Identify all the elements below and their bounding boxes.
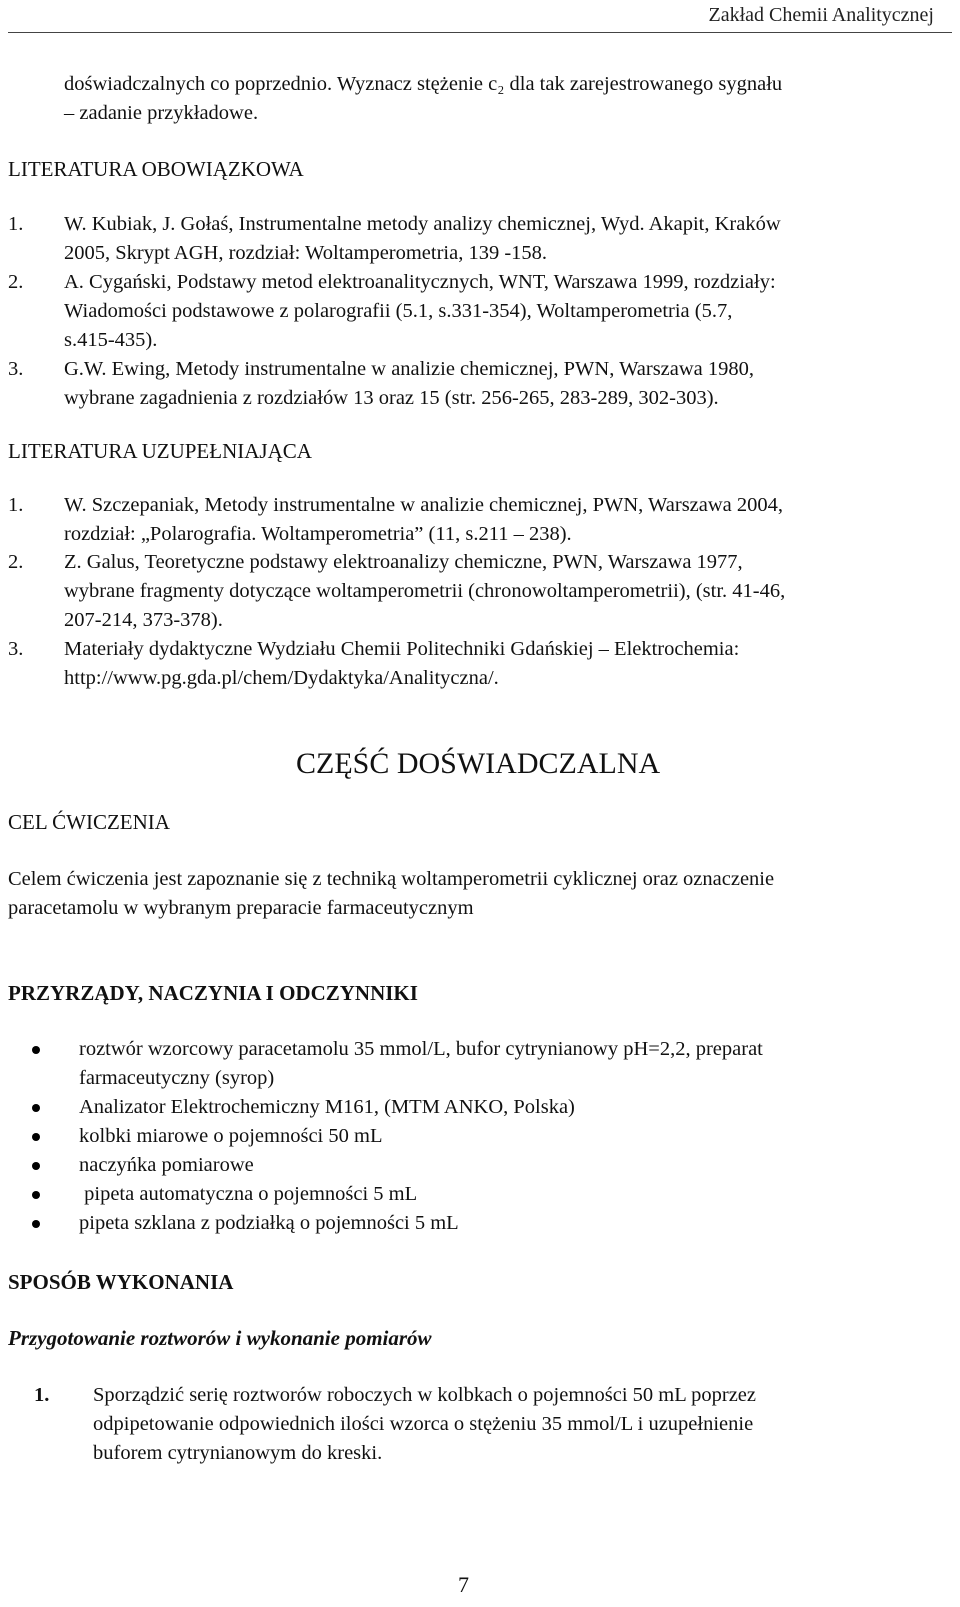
lit-supp-item-3 [64, 635, 936, 693]
equipment-item-5: pipeta automatyczna o pojemności 5 mL [79, 1183, 418, 1205]
equipment-item-6: pipeta szklana z podziałką o pojemności 5 mL [79, 1212, 459, 1234]
goal-line-2: paracetamolu w wybranym preparacie farmaceutycznym [8, 897, 474, 919]
equipment-item-2: Analizator Elektrochemiczny M161, (MTM ANKO, Polska) [79, 1096, 575, 1118]
equipment-item-3: kolbki miarowe o pojemności 50 mL [79, 1125, 383, 1147]
lit-required-num-3: 3. [8, 358, 24, 380]
bullet-6 [32, 1220, 40, 1228]
procedure-step-1-line-3: buforem cytrynianowym do kreski. [93, 1442, 383, 1464]
lit-supp-item-1-line-2: rozdział: „Polarografia. Woltamperometria” (11, s.211 – 238). [64, 523, 572, 545]
equipment-item-1-line-2: farmaceutyczny (syrop) [79, 1067, 275, 1089]
equipment-heading: PRZYRZĄDY, NACZYNIA I ODCZYNNIKI [8, 981, 418, 1005]
lit-supp-item-2-line-1: Z. Galus, Teoretyczne podstawy elektroanalizy chemiczne, PWN, Warszawa 1977, [64, 551, 743, 573]
lit-supplementary-heading: LITERATURA UZUPEŁNIAJĄCA [8, 439, 312, 463]
lit-supp-num-2: 2. [8, 551, 24, 573]
page-number: 7 [458, 1572, 469, 1597]
lit-supp-num-1: 1. [8, 494, 24, 516]
goal-heading: CEL ĆWICZENIA [8, 810, 170, 834]
lit-supp-item-1-line-1: W. Szczepaniak, Metody instrumentalne w analizie chemicznej, PWN, Warszawa 2004, [64, 494, 784, 516]
equipment-item-4: naczyńka pomiarowe [79, 1154, 254, 1176]
lit-supp-item-3-line-1: Materiały dydaktyczne Wydziału Chemii Politechniki Gdańskiej – Elektrochemia: [64, 638, 740, 660]
lit-required-item-2-line-1: A. Cygański, Podstawy metod elektroanalitycznych, WNT, Warszawa 1999, rozdziały: [64, 271, 776, 293]
lit-required-item-3-line-2: wybrane zagadnienia z rozdziałów 13 oraz 15 (str. 256-265, 283-289, 302-303). [64, 387, 719, 409]
procedure-step-1 [93, 1381, 935, 1468]
lit-required-item-2 [64, 268, 936, 355]
procedure-heading: SPOSÓB WYKONANIA [8, 1270, 234, 1294]
procedure-subheading: Przygotowanie roztworów i wykonanie pomiarów [8, 1326, 432, 1350]
lit-required-item-2-line-3: s.415-435). [64, 329, 158, 351]
lit-required-num-2: 2. [8, 271, 24, 293]
lit-required-item-1-line-2: 2005, Skrypt AGH, rozdział: Woltamperometria, 139 -158. [64, 242, 548, 264]
intro-line-1: doświadczalnych co poprzednio. Wyznacz stężenie c₂ dla tak zarejestrowanego sygnału [64, 73, 783, 95]
lit-required-heading: LITERATURA OBOWIĄZKOWA [8, 157, 304, 181]
lit-supp-item-2-line-2: wybrane fragmenty dotyczące woltamperometrii (chronowoltamperometrii), (str. 41-46, [64, 580, 786, 602]
bullet-1 [32, 1046, 40, 1054]
lit-required-item-1-line-1: W. Kubiak, J. Gołaś, Instrumentalne metody analizy chemicznej, Wyd. Akapit, Kraków [64, 213, 781, 235]
bullet-4 [32, 1162, 40, 1170]
section-title: CZĘŚĆ DOŚWIADCZALNA [296, 747, 661, 780]
lit-required-item-3 [64, 355, 936, 413]
lit-supp-item-3-line-2: http://www.pg.gda.pl/chem/Dydaktyka/Analityczna/. [64, 667, 499, 689]
equipment-item-1-line-1: roztwór wzorcowy paracetamolu 35 mmol/L, bufor cytrynianowy pH=2,2, preparat [79, 1038, 763, 1060]
header-title: Zakład Chemii Analitycznej [708, 4, 934, 26]
bullet-2 [32, 1104, 40, 1112]
lit-required-num-1: 1. [8, 213, 24, 235]
lit-supp-item-2-line-3: 207-214, 373-378). [64, 609, 223, 631]
header-rule [8, 32, 952, 33]
lit-supp-item-2 [64, 548, 936, 635]
bullet-5 [32, 1191, 40, 1199]
procedure-step-1-line-1: Sporządzić serię roztworów roboczych w kolbkach o pojemności 50 mL poprzez [93, 1384, 756, 1406]
equipment-item-1 [79, 1035, 935, 1093]
intro-line-2: – zadanie przykładowe. [64, 102, 259, 124]
procedure-step-1-line-2: odpipetowanie odpowiednich ilości wzorca o stężeniu 35 mmol/L i uzupełnienie [93, 1413, 754, 1435]
lit-supp-num-3: 3. [8, 638, 24, 660]
lit-required-item-1 [64, 210, 936, 268]
lit-required-item-3-line-1: G.W. Ewing, Metody instrumentalne w analizie chemicznej, PWN, Warszawa 1980, [64, 358, 755, 380]
procedure-step-num-1: 1. [34, 1384, 50, 1406]
lit-supp-item-1 [64, 491, 936, 549]
goal-line-1: Celem ćwiczenia jest zapoznanie się z techniką woltamperometrii cyklicznej oraz oznaczenie [8, 868, 775, 890]
bullet-3 [32, 1133, 40, 1141]
lit-required-item-2-line-2: Wiadomości podstawowe z polarografii (5.1, s.331-354), Woltamperometria (5.7, [64, 300, 733, 322]
page-header [0, 0, 960, 34]
